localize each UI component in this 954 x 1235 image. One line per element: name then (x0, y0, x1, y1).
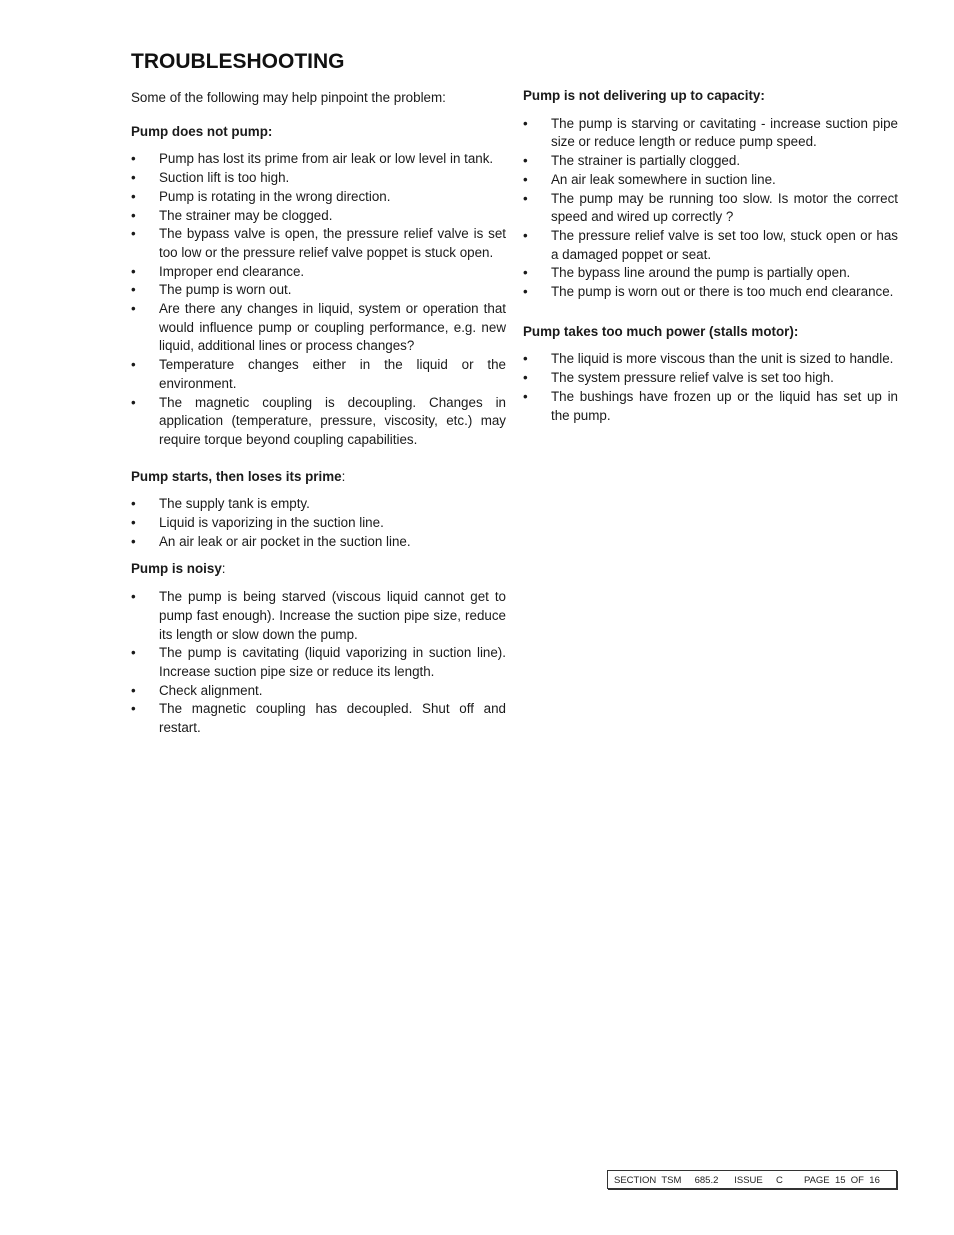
list-item: • The magnetic coupling has decoupled. Shut off and restart. (131, 700, 506, 737)
heading-too-much-power: Pump takes too much power (stalls motor): (523, 323, 799, 339)
footer-issue-value: C (775, 1175, 783, 1186)
document-footer (607, 1170, 897, 1189)
list-item: • Pump is rotating in the wrong direction. (131, 188, 506, 207)
list-item: • Pump has lost its prime from air leak or low level in tank. (131, 150, 506, 169)
footer-page-value: 15 (834, 1175, 846, 1186)
list-item: • The pump is cavitating (liquid vaporizing in suction line). Increase suction pipe size or reduce its length. (131, 644, 506, 681)
list-pump-noisy (131, 588, 506, 738)
list-too-much-power (523, 350, 898, 425)
footer-total-pages: 16 (869, 1175, 880, 1186)
right-column (523, 87, 898, 425)
list-not-delivering-capacity (523, 115, 898, 302)
heading-not-delivering-capacity: Pump is not delivering up to capacity: (523, 88, 765, 103)
footer-of-label: OF (850, 1175, 864, 1186)
footer-issue-label: ISSUE (734, 1175, 763, 1186)
list-item: • Check alignment. (131, 682, 506, 701)
list-item: • The supply tank is empty. (131, 495, 506, 514)
list-item: • Temperature changes either in the liquid or the environment. (131, 356, 506, 393)
list-item: • The strainer is partially clogged. (523, 152, 898, 171)
list-item: • The magnetic coupling is decoupling. Changes in application (temperature, pressure, viscosity, etc.) may require torque beyond coupling capabilities. (131, 394, 506, 450)
footer-section-value: TSM (661, 1175, 682, 1186)
list-loses-prime (131, 495, 506, 551)
list-item: • The bypass valve is open, the pressure relief valve is set too low or the pressure relief valve poppet is stuck open. (131, 225, 506, 262)
list-item: • Suction lift is too high. (131, 169, 506, 188)
list-item: • The pump is worn out. (131, 281, 506, 300)
list-item: • The pump is being starved (viscous liquid cannot get to pump fast enough). Increase the suction pipe size, reduce its length or slow down the pump. (131, 588, 506, 644)
list-item: • An air leak somewhere in suction line. (523, 171, 898, 190)
heading-loses-prime: Pump starts, then loses its prime: (131, 468, 346, 484)
footer-number: 685.2 (694, 1175, 719, 1186)
list-item: • The pump is worn out or there is too much end clearance. (523, 283, 898, 302)
list-item: • An air leak or air pocket in the suction line. (131, 533, 506, 552)
heading-pump-does-not-pump: Pump does not pump: (131, 123, 273, 139)
list-item: • Are there any changes in liquid, system or operation that would influence pump or coupling performance, e.g. new liquid, additional lines or process changes? (131, 300, 506, 356)
list-item: • The bushings have frozen up or the liquid has set up in the pump. (523, 388, 898, 425)
list-item: • The system pressure relief valve is set too high. (523, 369, 898, 388)
list-item: • Improper end clearance. (131, 263, 506, 282)
list-item: • The liquid is more viscous than the unit is sized to handle. (523, 350, 898, 369)
list-pump-does-not-pump (131, 150, 506, 449)
list-item: • The pressure relief valve is set too low, stuck open or has a damaged poppet or seat. (523, 227, 898, 264)
footer-section-label: SECTION (614, 1175, 657, 1186)
page-title: TROUBLESHOOTING (131, 50, 345, 73)
list-item: • The bypass line around the pump is partially open. (523, 264, 898, 283)
list-item: • The pump may be running too slow. Is motor the correct speed and wired up correctly ? (523, 190, 898, 227)
list-item: • The strainer may be clogged. (131, 207, 506, 226)
list-item: • Liquid is vaporizing in the suction line. (131, 514, 506, 533)
intro-text: Some of the following may help pinpoint the problem: (131, 90, 446, 105)
left-column (131, 89, 506, 738)
heading-pump-noisy: Pump is noisy: (131, 561, 226, 577)
footer-page-label: PAGE (803, 1175, 830, 1186)
list-item: • The pump is starving or cavitating - increase suction pipe size or reduce length or reduce pump speed. (523, 115, 898, 152)
